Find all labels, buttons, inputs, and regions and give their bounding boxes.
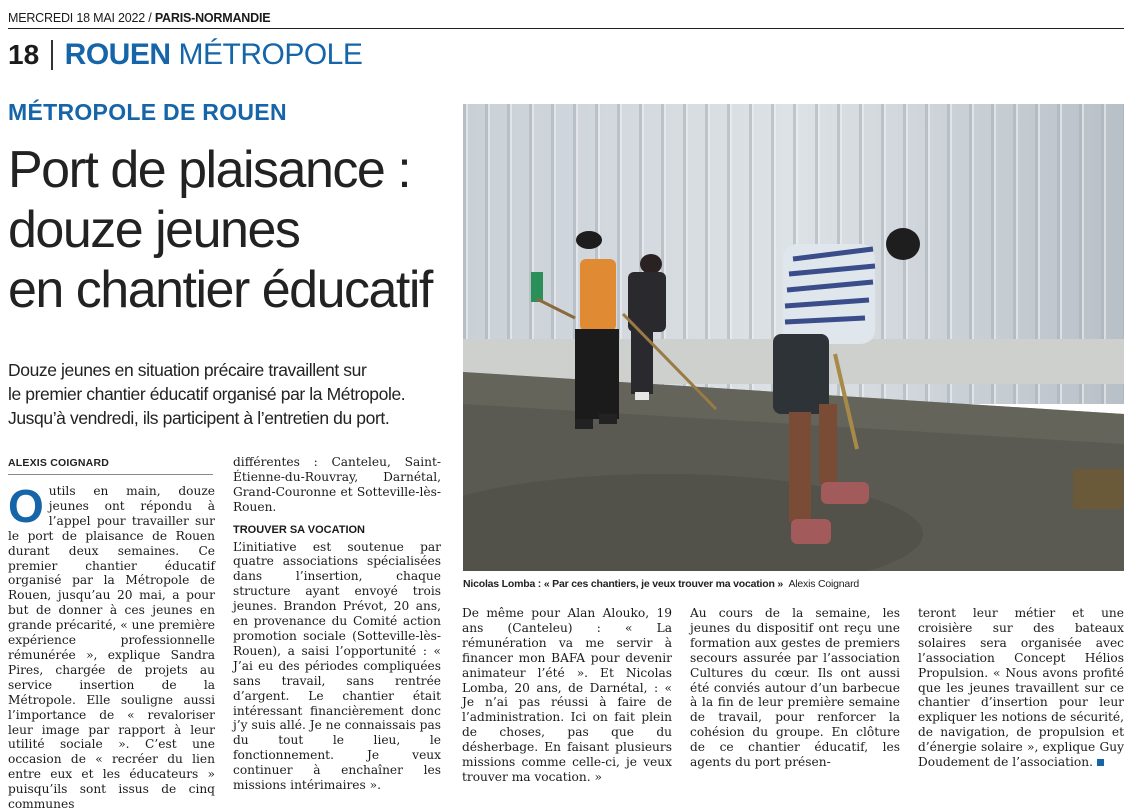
article-subhead: TROUVER SA VOCATION — [233, 523, 366, 536]
headline-line: en chantier éducatif — [8, 261, 432, 319]
headline-line: Port de plaisance : — [8, 141, 411, 199]
body-text: L’initiative est soutenue par quatre associations spécialisées dans l’insertion, chaque structure ayant envoyé trois jeunes. Brandon Prévot, 20 ans, en provenance du Comité action promotion sociale (Sotteville-lès-Rouen), a saisi l’opportunité : « J’ai eu des périodes compliquées sans travail, sans rentrée d’argent. Le chantier était intéressant financièrement donc j’y suis allé. Je ne connaissais pas du tout le lieu, le fonctionnement. Je veux continuer à enchaîner les missions intérimaires ». — [233, 539, 441, 793]
lede-line: Douze jeunes en situation précaire travaillent sur — [8, 360, 367, 380]
lede-line: Jusqu’à vendredi, ils participent à l’entretien du port. — [8, 408, 390, 428]
body-column-2 — [233, 455, 441, 793]
section-name: ROUEN — [64, 38, 171, 71]
article-lede — [8, 358, 458, 430]
drop-cap: O — [8, 480, 44, 532]
caption-text: Nicolas Lomba : « Par ces chantiers, je veux trouver ma vocation » — [463, 578, 784, 590]
page-header — [8, 37, 362, 73]
article-byline: ALEXIS COIGNARD — [8, 457, 110, 469]
page-number: 18 — [8, 39, 40, 70]
body-column-1 — [8, 480, 215, 812]
article-headline — [8, 140, 458, 320]
newspaper-name: PARIS-NORMANDIE — [154, 11, 271, 25]
header-divider — [51, 40, 53, 70]
body-text: utils en main, douze jeunes ont répondu à l’appel pour travailler sur le port de plaisance de Rouen durant deux semaines. Ce premier chantier éducatif organisé par la Métropole de Rouen, jusqu’au 20 mai, a pour but de donner à ces jeunes en grande précarité, « une première expérience professionnelle rémunérée », explique Sandra Pires, chargée de projets au service insertion de la Métropole. Elle souligne aussi l’importance de « revaloriser leur image par rapport à leur utilité sociale ». C’est une occasion de « recréer du lien entre eux et les éducateurs » puisqu’ils sont issus de cinq communes — [8, 484, 215, 812]
body-column-5 — [918, 606, 1124, 770]
issue-date: MERCREDI 18 MAI 2022 / — [8, 11, 155, 25]
photo-credit: Alexis Coignard — [788, 578, 860, 590]
article-photo — [463, 104, 1124, 571]
body-column-3: De même pour Alan Alouko, 19 ans (Canteleu) : « La rémunération va me servir à financer mon BAFA pour devenir animateur l’été ». Et Nicolas Lomba, 20 ans, de Darnétal, : « Je n’ai pas réussi à faire de l’administration. Ici on fait plein de choses, pas que du désherbage. En faisant plusieurs missions comme celle-ci, je veux trouver ma vocation. » — [462, 606, 672, 784]
body-column-4: Au cours de la semaine, les jeunes du dispositif ont reçu une formation aux gestes de premiers secours assurée par l’association Cultures du cœur. Ils ont aussi été conviés autour d’un barbecue à la fin de leur première semaine de travail, pour renforcer la cohésion du groupe. En clôture de ce chantier éducatif, les agents du port présen- — [690, 606, 900, 770]
photo-caption — [463, 578, 859, 590]
newspaper-dateline — [8, 8, 1124, 29]
article-kicker: MÉTROPOLE DE ROUEN — [8, 99, 287, 125]
headline-line: douze jeunes — [8, 201, 300, 259]
body-text: différentes : Canteleu, Saint-Étienne-du-Rouvray, Darnétal, Grand-Couronne et Sotteville-lès-Rouen. — [233, 455, 441, 514]
end-of-article-icon — [1097, 759, 1104, 766]
byline-divider — [8, 474, 213, 475]
body-text: teront leur métier et une croisière sur des bateaux solaires sera organisée avec l’association Concept Hélios Propulsion. « Nous avons profité que les jeunes travaillent sur ce chantier d’insertion pour leur expliquer les notions de sécurité, de navigation, de propulsion et d’énergie solaire », explique Guy Doudement de l’association. — [918, 606, 1124, 770]
lede-line: le premier chantier éducatif organisé par la Métropole. — [8, 384, 406, 404]
section-subname: MÉTROPOLE — [178, 38, 363, 71]
